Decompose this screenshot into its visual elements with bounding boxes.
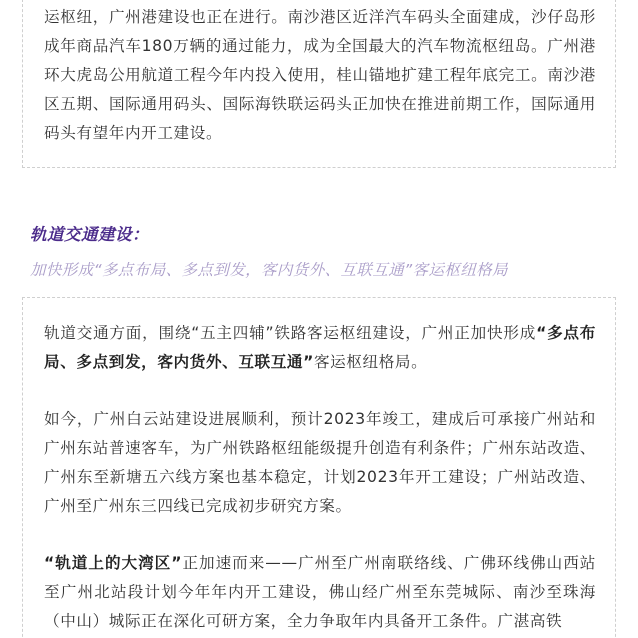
port-construction-paragraph: 运枢纽，广州港建设也正在进行。南沙港区近洋汽车码头全面建成，沙仔岛形成年商品汽车180万辆的通过能力，成为全国最大的汽车物流枢纽岛。广州港环大虎岛公用航道工程今年内投入使用，桂山锚地扩建工程年底完工。南沙港区五期、国际通用码头、国际海铁联运码头正加快在推进前期工作，国际通用码头有望年内开工建设。 [44,8,596,142]
bold-phrase: “多点布局、多点到发，客内货外、互联互通” [44,324,596,371]
bay-area-rail-paragraph [44,549,596,636]
rail-overview-paragraph [44,319,596,377]
paragraph-text: 客运枢纽格局。 [313,353,428,371]
bold-phrase: “轨道上的大湾区” [44,554,183,572]
station-progress-paragraph: 如今，广州白云站建设进展顺利，预计2023年竣工，建成后可承接广州站和广州东站普速客车，为广州铁路枢纽能级提升创造有利条件；广州东站改造、广州东至新塘五六线方案也基本稳定，计划2023年开工建设；广州站改造、广州至广州东三四线已完成初步研究方案。 [44,410,596,515]
paragraph-text: 正加速而来——广州至广州南联络线、广佛环线佛山西站至广州北站段计划今年年内开工建设，佛山经广州至东莞城际、南沙至珠海（中山）城际正在深化可研方案，全力争取年内具备开工条件。广湛高铁 [44,554,596,630]
section-subheading: 加快形成“多点布局、多点到发，客内货外、互联互通”客运枢纽格局 [30,261,508,279]
paragraph-text: 轨道交通方面，围绕“五主四辅”铁路客运枢纽建设，广州正加快形成 [44,324,537,342]
section-heading: 轨道交通建设： [30,225,149,244]
